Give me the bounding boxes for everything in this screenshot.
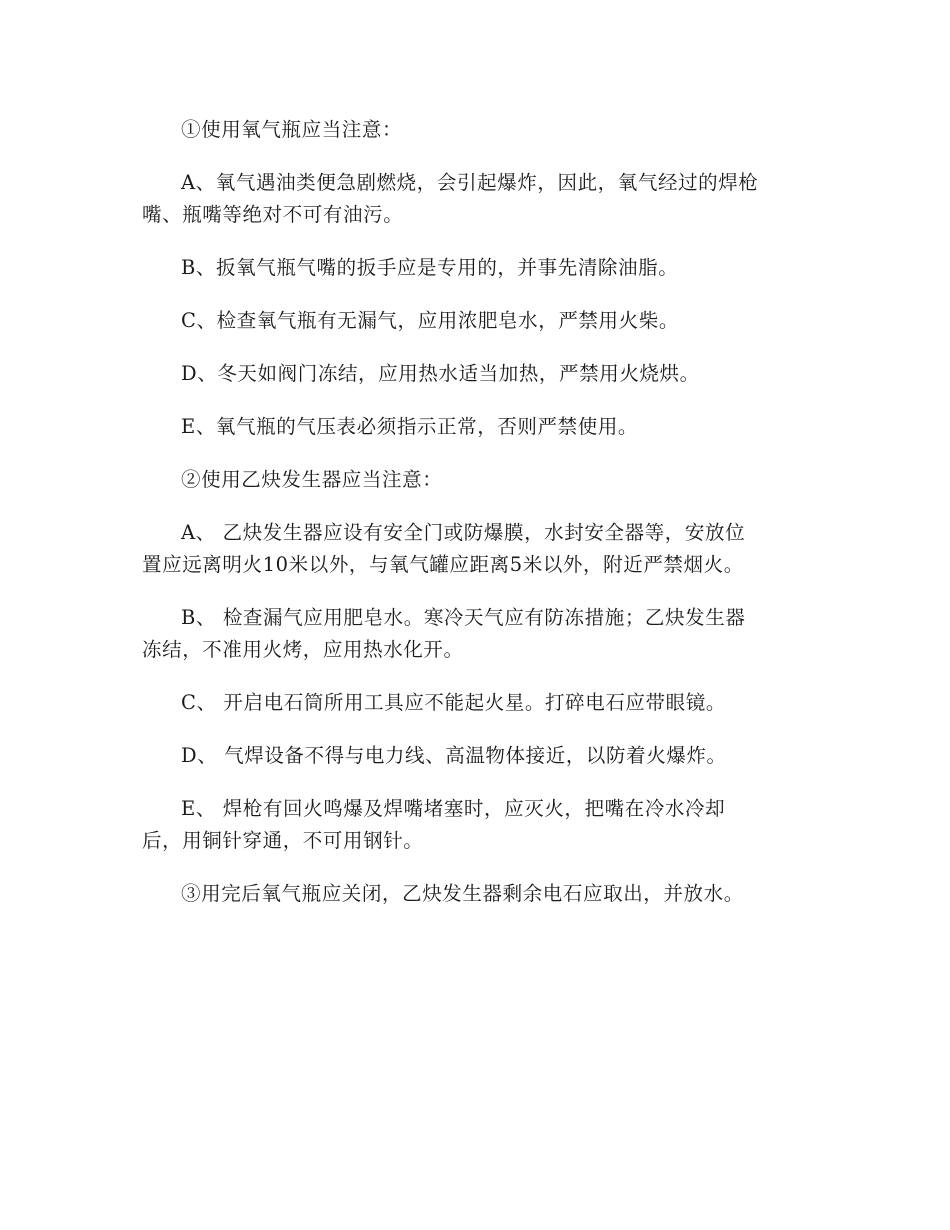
text-line: D、 气焊设备不得与电力线、高温物体接近，以防着火爆炸。 bbox=[181, 744, 727, 767]
paragraph-after-use bbox=[142, 878, 810, 910]
text-line: ③用完后氧气瓶应关闭，乙炔发生器剩余电石应取出，并放水。 bbox=[181, 882, 744, 905]
paragraph-oxygen-c bbox=[142, 305, 810, 337]
text-line: A、氧气遇油类便急剧燃烧，会引起爆炸，因此，氧气经过的焊枪 bbox=[181, 171, 759, 194]
text-line: E、氧气瓶的气压表必须指示正常，否则严禁使用。 bbox=[181, 415, 639, 438]
document-body bbox=[142, 114, 810, 910]
text-line: 冻结，不准用火烤，应用热水化开。 bbox=[142, 638, 464, 661]
text-line: C、 开启电石筒所用工具应不能起火星。打碎电石应带眼镜。 bbox=[181, 691, 726, 714]
paragraph-oxygen-heading bbox=[142, 114, 810, 146]
paragraph-oxygen-b bbox=[142, 252, 810, 284]
paragraph-oxygen-d bbox=[142, 358, 810, 390]
text-line: E、 焊枪有回火鸣爆及焊嘴堵塞时，应灭火，把嘴在冷水冷却 bbox=[181, 797, 726, 820]
paragraph-acetylene-heading bbox=[142, 464, 810, 496]
text-line: 嘴、瓶嘴等绝对不可有油污。 bbox=[142, 203, 404, 226]
text-line: 后，用铜针穿通，不可用钢针。 bbox=[142, 829, 424, 852]
text-line: ②使用乙炔发生器应当注意： bbox=[181, 468, 443, 491]
text-line: B、扳氧气瓶气嘴的扳手应是专用的，并事先清除油脂。 bbox=[181, 256, 679, 279]
text-line: A、 乙炔发生器应设有安全门或防爆膜，水封安全器等，安放位 bbox=[181, 521, 746, 544]
paragraph-acetylene-c bbox=[142, 687, 810, 719]
paragraph-oxygen-a bbox=[142, 167, 810, 231]
text-line: C、检查氧气瓶有无漏气，应用浓肥皂水，严禁用火柴。 bbox=[181, 309, 679, 332]
text-line: B、 检查漏气应用肥皂水。寒冷天气应有防冻措施；乙炔发生器 bbox=[181, 606, 746, 629]
text-line: 置应远离明火10米以外，与氧气罐应距离5米以外，附近严禁烟火。 bbox=[142, 553, 744, 576]
paragraph-acetylene-a bbox=[142, 517, 810, 581]
paragraph-acetylene-e bbox=[142, 793, 810, 857]
text-line: D、冬天如阀门冻结，应用热水适当加热，严禁用火烧烘。 bbox=[181, 362, 700, 385]
text-line: ①使用氧气瓶应当注意： bbox=[181, 118, 403, 141]
paragraph-acetylene-d bbox=[142, 740, 810, 772]
paragraph-oxygen-e bbox=[142, 411, 810, 443]
paragraph-acetylene-b bbox=[142, 602, 810, 666]
